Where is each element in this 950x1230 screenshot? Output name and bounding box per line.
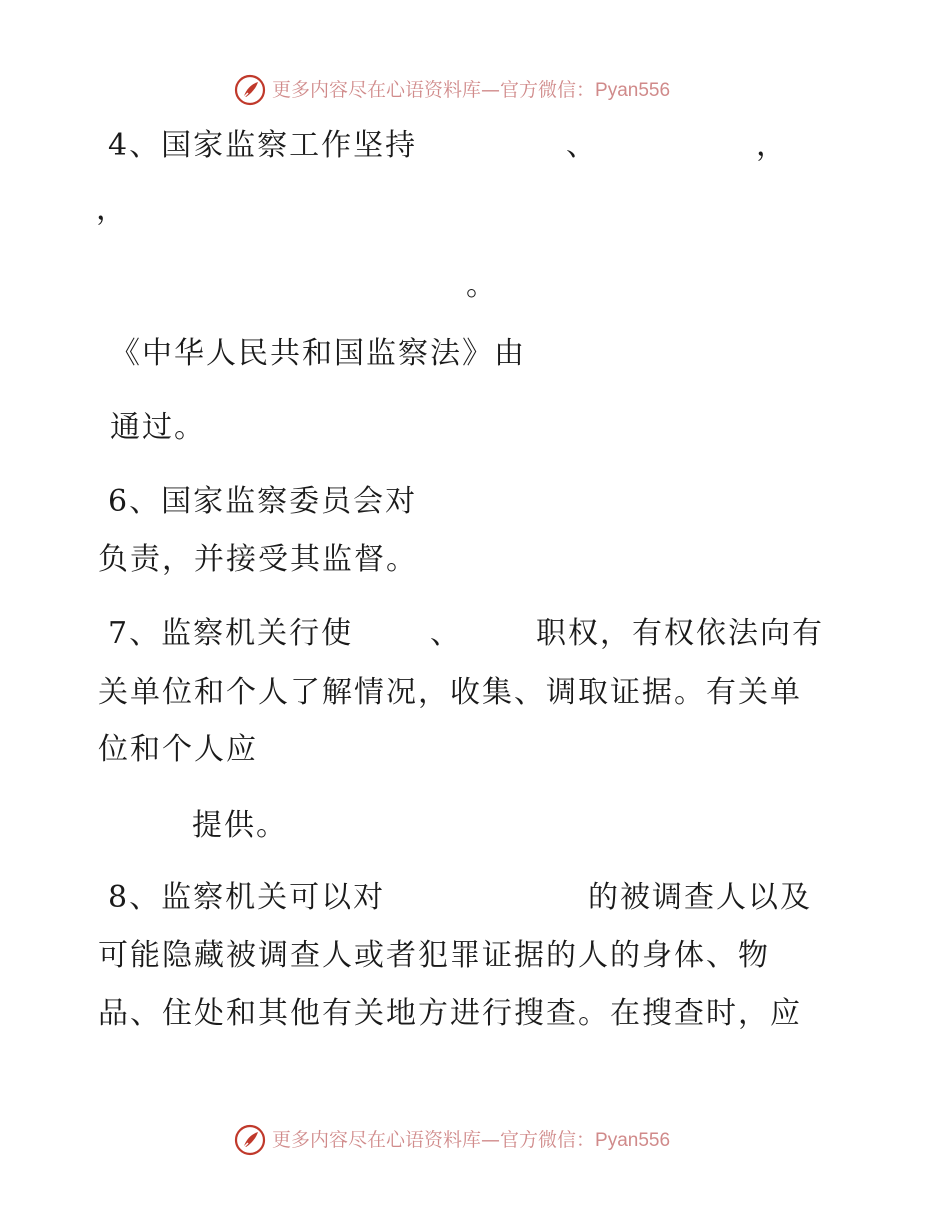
- feather-pen-logo-icon: [234, 1124, 266, 1156]
- feather-pen-logo-icon: [234, 74, 266, 106]
- period-mark: 。: [466, 268, 498, 303]
- question-4-sep2: ，: [756, 128, 788, 163]
- question-5-end: 通过。: [110, 410, 206, 445]
- question-7-sep: 、: [430, 616, 462, 651]
- bottom-watermark-banner: [0, 1120, 950, 1160]
- question-5-line: 《中华人民共和国监察法》由: [110, 336, 526, 371]
- question-7-rest: 职权，有权依法向有: [536, 616, 824, 651]
- question-6-line: 6、国家监察委员会对: [108, 484, 418, 519]
- question-8-line3: 品、住处和其他有关地方进行搜查。在搜查时，应: [98, 996, 802, 1031]
- top-watermark-banner: [0, 70, 950, 110]
- question-7-text: 7、监察机关行使: [108, 616, 354, 651]
- continuation-comma: ，: [96, 192, 128, 227]
- question-8-text: 8、监察机关可以对: [108, 880, 386, 915]
- banner-wechat-id: Pyan556: [595, 1130, 671, 1151]
- question-6-end: 负责，并接受其监督。: [98, 542, 418, 577]
- question-4-text: 4、国家监察工作坚持: [108, 128, 418, 163]
- banner-text-cn: 更多内容尽在心语资料库—官方微信：: [272, 1129, 596, 1151]
- question-7-line3: 位和个人应: [98, 732, 258, 767]
- question-8-line2: 可能隐藏被调查人或者犯罪证据的人的身体、物: [98, 938, 770, 973]
- question-7-line2: 关单位和个人了解情况，收集、调取证据。有关单: [98, 675, 802, 710]
- banner-wechat-id: Pyan556: [595, 80, 671, 101]
- question-7-end: 提供。: [192, 808, 288, 843]
- question-4-sep1: 、: [566, 128, 598, 163]
- question-8-rest: 的被调查人以及: [588, 880, 812, 915]
- banner-text-cn: 更多内容尽在心语资料库—官方微信：: [272, 79, 596, 101]
